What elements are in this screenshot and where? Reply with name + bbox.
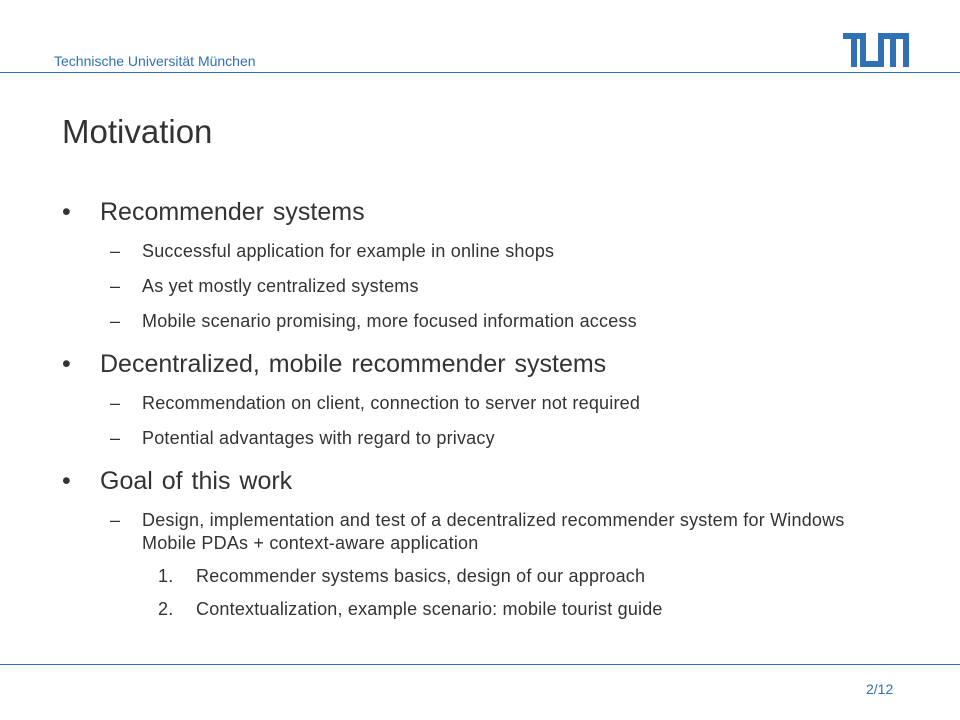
list-item (62, 275, 902, 298)
dash-icon: – (110, 311, 121, 331)
dash-icon: – (110, 276, 121, 296)
list-item (62, 509, 902, 555)
section-heading-text: Decentralized, mobile recommender systems (100, 350, 607, 378)
item-number: 2. (158, 599, 174, 619)
list-item-text: Successful application for example in online shops (142, 241, 555, 261)
list-item (62, 427, 902, 450)
institution-name: Technische Universität München (54, 53, 256, 69)
numbered-item-text: Contextualization, example scenario: mobile tourist guide (196, 599, 663, 619)
bullet-icon: • (62, 350, 71, 378)
slide-title: Motivation (62, 113, 213, 150)
numbered-item (62, 598, 902, 621)
dash-icon: – (110, 241, 121, 261)
dash-icon: – (110, 393, 121, 413)
section-heading (62, 348, 902, 380)
bullet-icon: • (62, 198, 71, 226)
list-item-text: As yet mostly centralized systems (142, 276, 419, 296)
list-item-text: Design, implementation and test of a decentralized recommender system for Windows Mobile PDAs + context-aware application (142, 510, 845, 553)
dash-icon: – (110, 510, 121, 530)
list-item-text: Mobile scenario promising, more focused information access (142, 311, 637, 331)
list-item-text: Potential advantages with regard to privacy (142, 428, 495, 448)
section-heading (62, 196, 902, 228)
numbered-item (62, 565, 902, 588)
numbered-item-text: Recommender systems basics, design of our approach (196, 566, 646, 586)
section-heading-text: Recommender systems (100, 198, 365, 226)
list-item (62, 310, 902, 333)
slide-content (62, 196, 902, 621)
bullet-icon: • (62, 467, 71, 495)
list-item (62, 392, 902, 415)
section-heading (62, 465, 902, 497)
footer-divider (0, 664, 960, 665)
list-item (62, 240, 902, 263)
dash-icon: – (110, 428, 121, 448)
section-heading-text: Goal of this work (100, 467, 293, 495)
page-number: 2/12 (866, 681, 894, 697)
item-number: 1. (158, 566, 174, 586)
tum-logo-icon (843, 33, 909, 67)
list-item-text: Recommendation on client, connection to server not required (142, 393, 641, 413)
header-divider (0, 72, 960, 73)
